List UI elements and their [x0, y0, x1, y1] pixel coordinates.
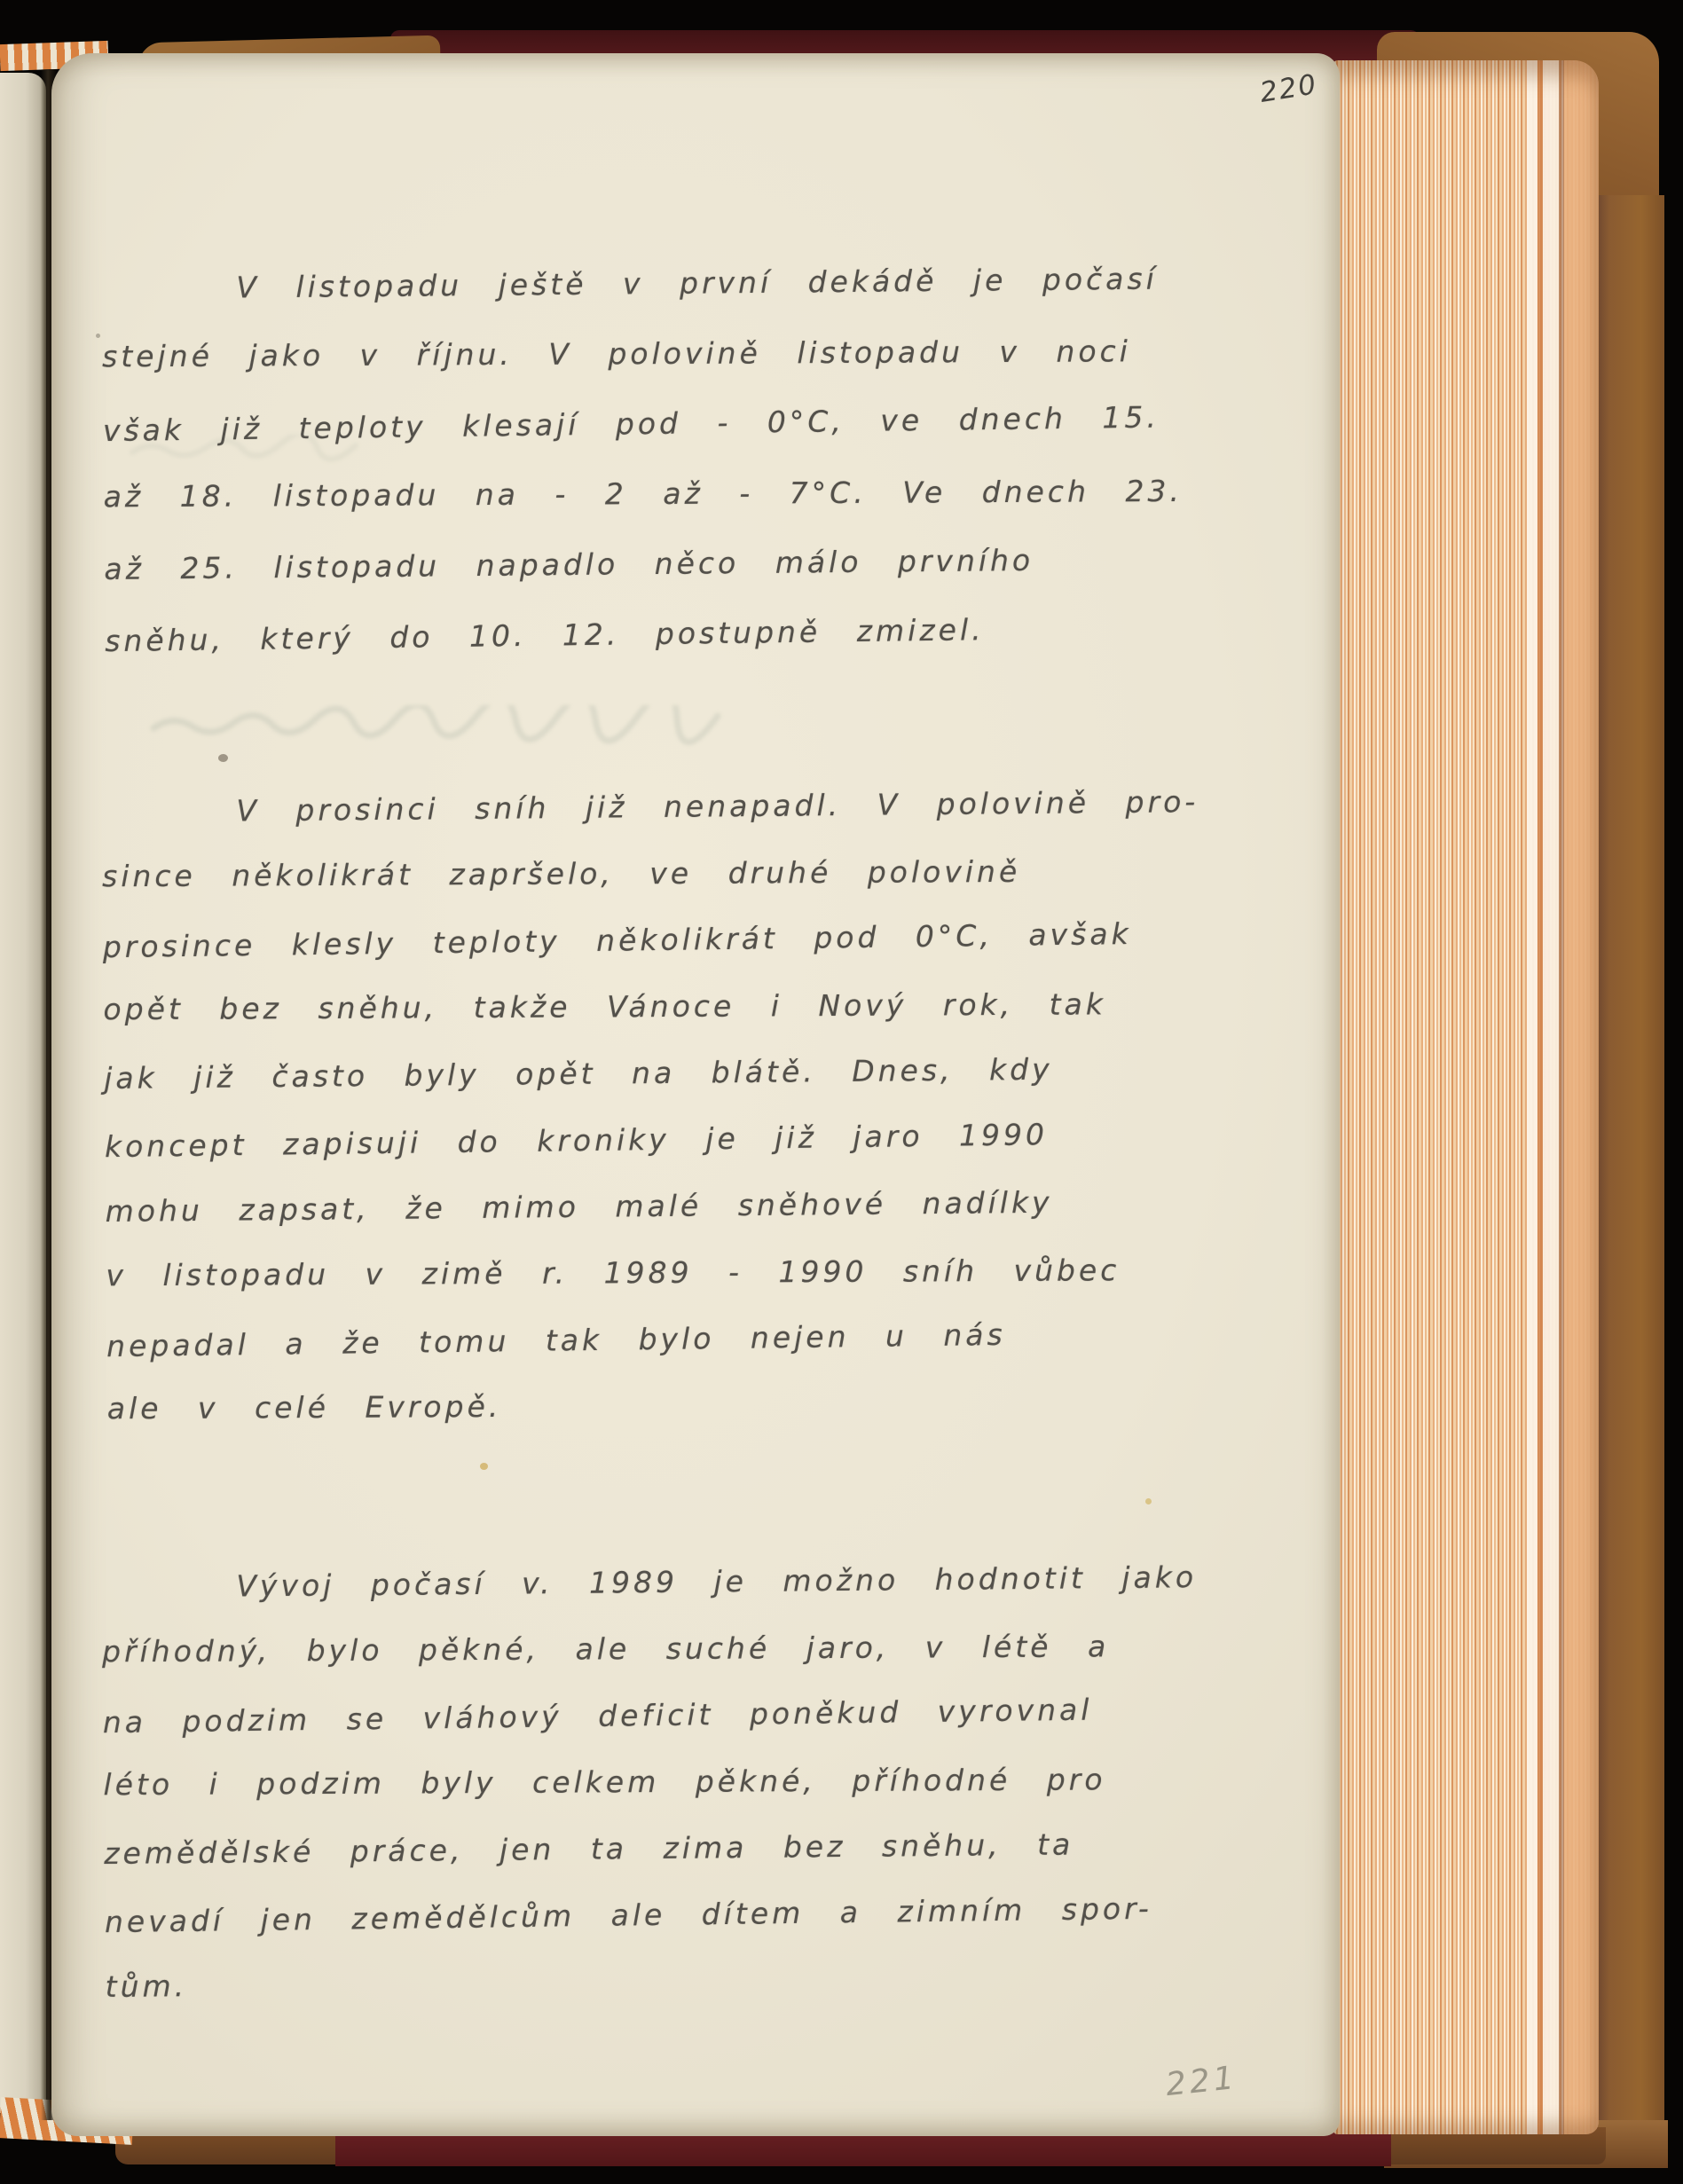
handwritten-line: příhodný, bylo pěkné, ale suché jaro, v létě a: [101, 1629, 1110, 1669]
handwritten-line: až 18. listopadu na - 2 až - 7°C. Ve dnech 23.: [103, 473, 1184, 515]
paragraph-november: [101, 243, 1184, 674]
handwritten-line: stejné jako v říjnu. V polovině listopadu v noci: [102, 334, 1132, 374]
handwritten-line: zemědělské práce, jen ta zima bez sněhu, ta: [104, 1827, 1074, 1871]
handwritten-line: ale v celé Evropě.: [106, 1388, 502, 1426]
handwritten-line: léto i podzim byly celkem pěkné, příhodné pro: [103, 1762, 1106, 1803]
paper-speck: [1145, 1498, 1152, 1504]
handwritten-line: tům.: [105, 1968, 188, 2004]
page-fore-edge-stack: [1333, 60, 1599, 2134]
handwritten-line: nepadal a že tomu tak bylo nejen u nás: [106, 1316, 1006, 1364]
handwritten-line: opět bez sněhu, takže Vánoce i Nový rok, tak: [103, 986, 1107, 1027]
handwritten-line: mohu zapsat, že mimo malé sněhové nadílky: [105, 1184, 1053, 1229]
handwritten-line: sněhu, který do 10. 12. postupně zmizel.: [104, 612, 985, 659]
paper-speck: [218, 754, 228, 762]
paragraph-year-summary: [101, 1544, 1201, 2020]
handwritten-line: koncept zapisuji do kroniky je již jaro 1990: [104, 1117, 1049, 1165]
page-number-top: 220: [1257, 68, 1320, 109]
handwritten-line: Vývoj počasí v. 1989 je možno hodnotit jako: [236, 1559, 1198, 1604]
handwritten-line: since několikrát zapršelo, ve druhé polovině: [101, 853, 1021, 894]
paragraph-december: [101, 768, 1205, 1444]
handwritten-line: až 25. listopadu napadlo něco málo prvního: [104, 542, 1034, 586]
handwritten-line: na podzim se vláhový deficit poněkud vyrovnal: [102, 1692, 1093, 1740]
bleed-through-ghost-text: [149, 705, 912, 746]
handwritten-line: jak již často byly opět na blátě. Dnes, kdy: [104, 1051, 1053, 1096]
paper-speck: [480, 1463, 488, 1470]
handwritten-line: prosince klesly teploty několikrát pod 0°C, avšak: [102, 915, 1132, 965]
handwritten-line: nevadí jen zemědělcům ale dítem a zimním spor-: [104, 1890, 1153, 1940]
chronicle-page: [51, 53, 1340, 2136]
handwritten-line: V prosinci sníh již nenapadl. V polovině pro-: [236, 784, 1199, 829]
handwritten-line: v listopadu v zimě r. 1989 - 1990 sníh vůbec: [106, 1253, 1121, 1293]
handwritten-line: však již teploty klesají pod - 0°C, ve dnech 15.: [102, 399, 1160, 449]
facing-page-edge: [0, 73, 46, 2113]
paper-speck: [96, 334, 100, 338]
page-number-bottom: 221: [1164, 2059, 1239, 2104]
handwritten-line: V listopadu ještě v první dekádě je počasí: [236, 261, 1158, 305]
